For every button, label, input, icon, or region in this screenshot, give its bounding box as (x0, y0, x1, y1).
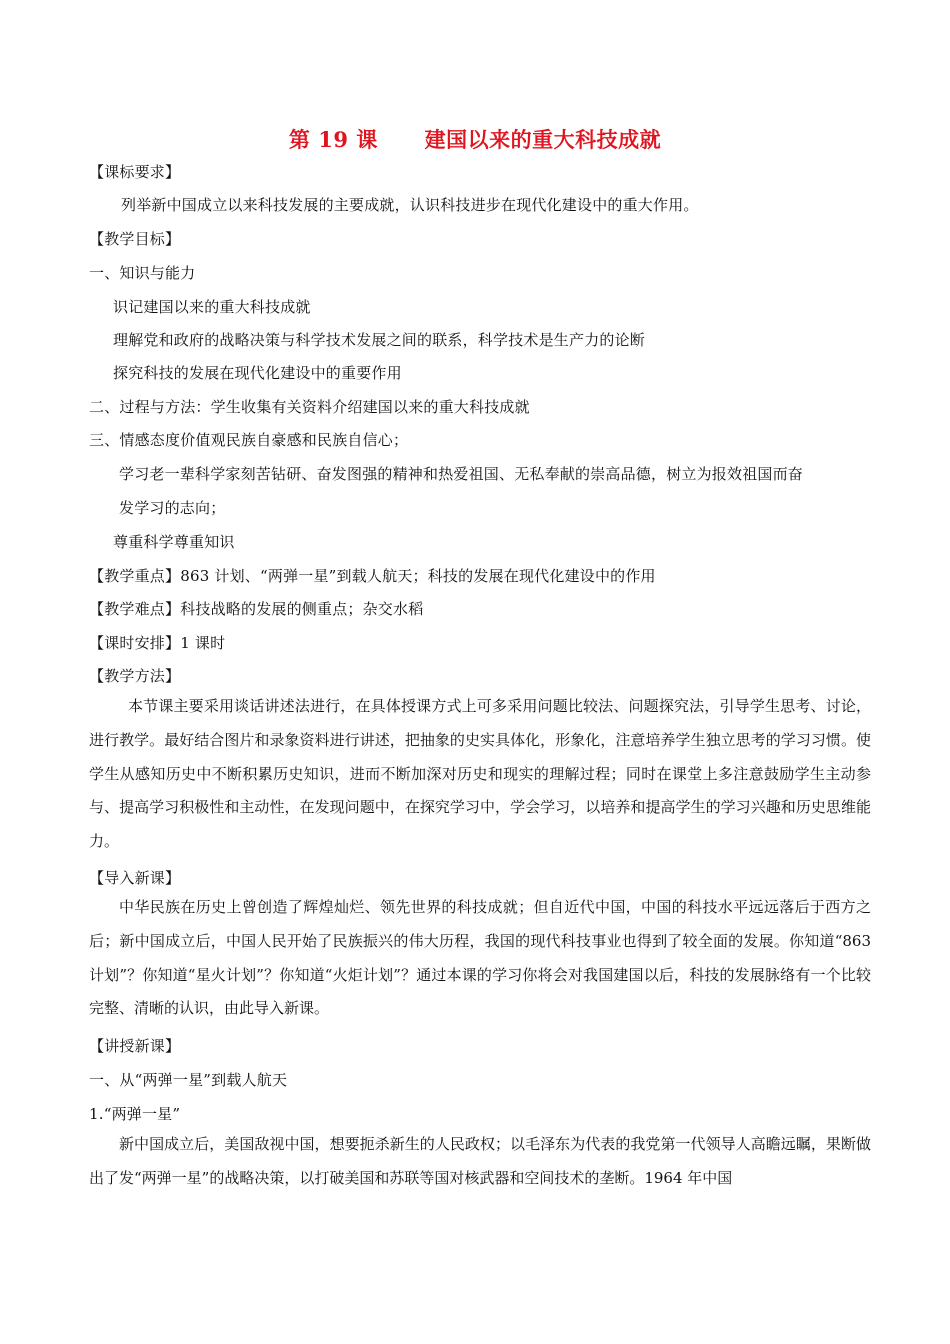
method-label (89, 666, 180, 686)
goal3-item: 发学习的志向； (119, 499, 226, 517)
goal1-item: 识记建国以来的重大科技成就 (113, 298, 311, 316)
goal3-heading: 三、情感态度价值观民族自豪感和民族自信心； (89, 431, 409, 449)
lecture-label: 【讲授新课】 (89, 1037, 181, 1055)
section1-heading: 一、从“两弹一星”到载人航天 (89, 1071, 288, 1089)
goal1-item: 探究科技的发展在现代化建设中的重要作用 (113, 364, 402, 382)
section1-subheading: 1.“两弹一星” (89, 1105, 181, 1123)
teaching-difficulty: 【教学难点】科技战略的发展的侧重点；杂交水稻 (89, 600, 424, 618)
teaching-focus: 【教学重点】863 计划、“两弹一星”到载人航天；科技的发展在现代化建设中的作用 (89, 567, 656, 585)
goal3-item: 尊重科学尊重知识 (113, 533, 235, 551)
curriculum-text: 列举新中国成立以来科技发展的主要成就，认识科技进步在现代化建设中的重大作用。 (121, 196, 699, 214)
intro-paragraph: 中华民族在历史上曾创造了辉煌灿烂、领先世界的科技成就；但自近代中国，中国的科技水平远远落后于西方之后；新中国成立后，中国人民开始了民族振兴的伟大历程，我国的现代科技事业也得到了较全面的发展。你知道“863 计划”？你知道“星火计划”？你知道“火炬计划”？通过本课的学习你将会对我国建国以后，科技的发展脉络有一个比较完整、清晰的认识，由此导入新课。 (89, 898, 871, 1018)
goal1-item: 理解党和政府的战略决策与科学技术发展之间的联系，科学技术是生产力的论断 (113, 331, 646, 349)
goal3-item: 学习老一辈科学家刻苦钻研、奋发图强的精神和热爱祖国、无私奉献的崇高品德，树立为报效祖国而奋 (119, 465, 804, 483)
intro-label: 【导入新课】 (89, 869, 181, 887)
section1-paragraph: 新中国成立后，美国敌视中国，想要扼杀新生的人民政权；以毛泽东为代表的我党第一代领导人高瞻远瞩，果断做出了发“两弹一星”的战略决策，以打破美国和苏联等国对核武器和空间技术的垄断。1964 年中国 (89, 1135, 871, 1187)
curriculum-label: 【课标要求】 (89, 163, 181, 181)
lesson-title: 第 19 课 建国以来的重大科技成就 (288, 127, 662, 152)
method-label-text: 【教学方法】 (89, 667, 181, 685)
goal2-heading: 二、过程与方法：学生收集有关资料介绍建国以来的重大科技成就 (89, 398, 530, 416)
method-paragraph: 本节课主要采用谈话讲述法进行，在具体授课方式上可多采用问题比较法、问题探究法，引导学生思考、讨论，进行教学。最好结合图片和录象资料进行讲述，把抽象的史实具体化，形象化，注意培养学生独立思考的学习习惯。使学生从感知历史中不断积累历史知识，进而不断加深对历史和现实的理解过程；同时在课堂上多注意鼓励学生主动参与、提高学习积极性和主动性，在发现问题中，在探究学习中，学会学习，以培养和提高学生的学习兴趣和历史思维能力。 (89, 697, 871, 851)
goals-label: 【教学目标】 (89, 230, 181, 248)
goal1-heading: 一、知识与能力 (89, 264, 196, 282)
class-schedule: 【课时安排】1 课时 (89, 634, 226, 652)
